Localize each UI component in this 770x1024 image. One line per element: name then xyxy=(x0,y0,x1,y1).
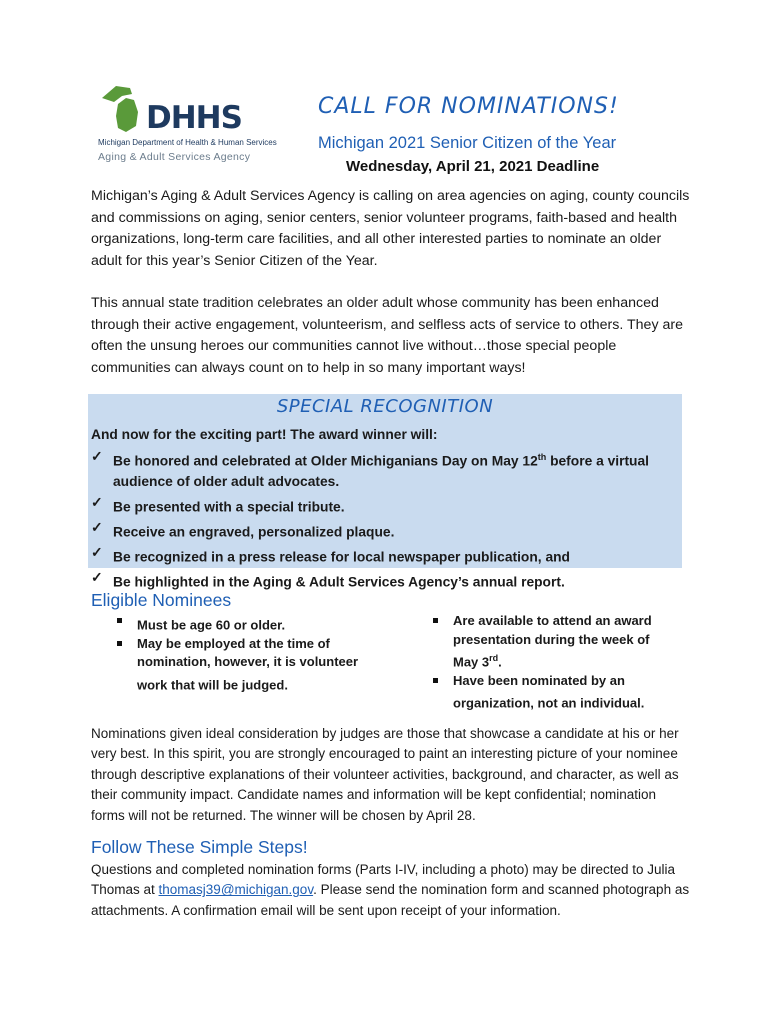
item-text-before: Are available to attend an award presentation during the week of May 3 xyxy=(453,613,652,670)
item-text-before: Be presented with a special tribute. xyxy=(113,499,345,515)
list-item xyxy=(433,612,678,672)
logo-m-letter xyxy=(96,100,127,136)
item-text-before: May be employed at the time of nomination, however, it is volunteer work that will be judged. xyxy=(137,635,359,693)
item-text-before: Be highlighted in the Aging & Adult Services Agency’s annual report. xyxy=(113,574,565,590)
item-text-sup: rd xyxy=(489,653,499,663)
item-text-before: Receive an engraved, personalized plaque. xyxy=(113,524,395,540)
intro-paragraph: Michigan’s Aging & Adult Services Agency is calling on area agencies on aging, county councils and commissions on aging, senior centers, senior volunteer programs, faith-based and health organizations, long-term care facilities, and all other interested parties to nominate an older adult for this year’s Senior Citizen of the Year. xyxy=(91,188,690,269)
special-recognition-box xyxy=(88,394,682,590)
item-text-before: Have been nominated by an organization, not an individual. xyxy=(453,672,645,711)
steps-paragraph xyxy=(91,860,691,921)
recognition-list xyxy=(91,447,681,593)
steps-heading: Follow These Simple Steps! xyxy=(91,837,308,857)
list-item xyxy=(117,635,382,695)
list-item xyxy=(91,493,681,518)
checkmark-icon: ✓ xyxy=(91,544,103,560)
item-text-before: Be honored and celebrated at Older Michiganians Day on May 12 xyxy=(113,453,538,469)
checkmark-icon: ✓ xyxy=(91,449,103,464)
logo-agency: Aging & Adult Services Agency xyxy=(98,151,251,163)
page-title: CALL FOR NOMINATIONS! xyxy=(318,94,619,119)
checkmark-icon: ✓ xyxy=(91,519,103,535)
page-subtitle: Michigan 2021 Senior Citizen of the Year xyxy=(318,134,617,152)
item-text-before: Be recognized in a press release for local newspaper publication, and xyxy=(113,549,570,565)
steps-text-before: Questions and completed nomination forms (Parts I-IV, including a photo) may be directed to Julia Thomas at xyxy=(91,862,676,898)
item-text-after: before a virtual audience of older adult advocates. xyxy=(113,453,649,490)
item-text-before: Must be age 60 or older. xyxy=(137,617,286,633)
mdhhs-logo xyxy=(96,82,276,166)
list-item xyxy=(117,612,382,635)
consideration-paragraph: Nominations given ideal consideration by judges are those that showcase a candidate at his or her very best. In this spirit, you are strongly encouraged to paint an interesting picture of your nominee through descriptive explanations of their volunteer activities, background, and character, as well as their community impact. Candidate names and information will be kept confidential; nomination forms will not be returned. The winner will be chosen by April 28. xyxy=(91,726,679,823)
recognition-intro: And now for the exciting part! The award winner will: xyxy=(91,427,438,442)
square-bullet-icon xyxy=(433,678,438,683)
logo-department: Michigan Department of Health & Human Services xyxy=(98,138,277,147)
email-link[interactable]: thomasj39@michigan.gov xyxy=(158,882,314,898)
checkmark-icon: ✓ xyxy=(91,569,103,585)
item-text-after: . xyxy=(498,654,502,670)
list-item xyxy=(91,518,681,543)
eligible-left-list xyxy=(117,612,382,695)
eligible-right-list xyxy=(433,612,678,713)
recognition-title: SPECIAL RECOGNITION xyxy=(276,396,494,417)
list-item xyxy=(91,543,681,568)
list-item xyxy=(433,672,678,713)
logo-wordmark: DHHS xyxy=(146,100,242,136)
steps-text-after: . Please send the nomination form and scanned photograph as attachments. A confirmation email will be sent upon receipt of your information. xyxy=(91,882,690,918)
square-bullet-icon xyxy=(433,618,438,623)
square-bullet-icon xyxy=(117,618,122,623)
list-item xyxy=(91,447,681,493)
tradition-paragraph: This annual state tradition celebrates an older adult whose community has been enhanced through their active engagement, volunteerism, and selfless acts of service to others. They are often the unsung heroes our communities cannot live without…those special people communities can always count on to help in so many important ways! xyxy=(91,295,683,376)
item-text-sup: th xyxy=(537,452,547,462)
square-bullet-icon xyxy=(117,641,122,646)
deadline: Wednesday, April 21, 2021 Deadline xyxy=(346,158,600,175)
checkmark-icon: ✓ xyxy=(91,494,103,510)
eligible-heading: Eligible Nominees xyxy=(91,590,232,610)
